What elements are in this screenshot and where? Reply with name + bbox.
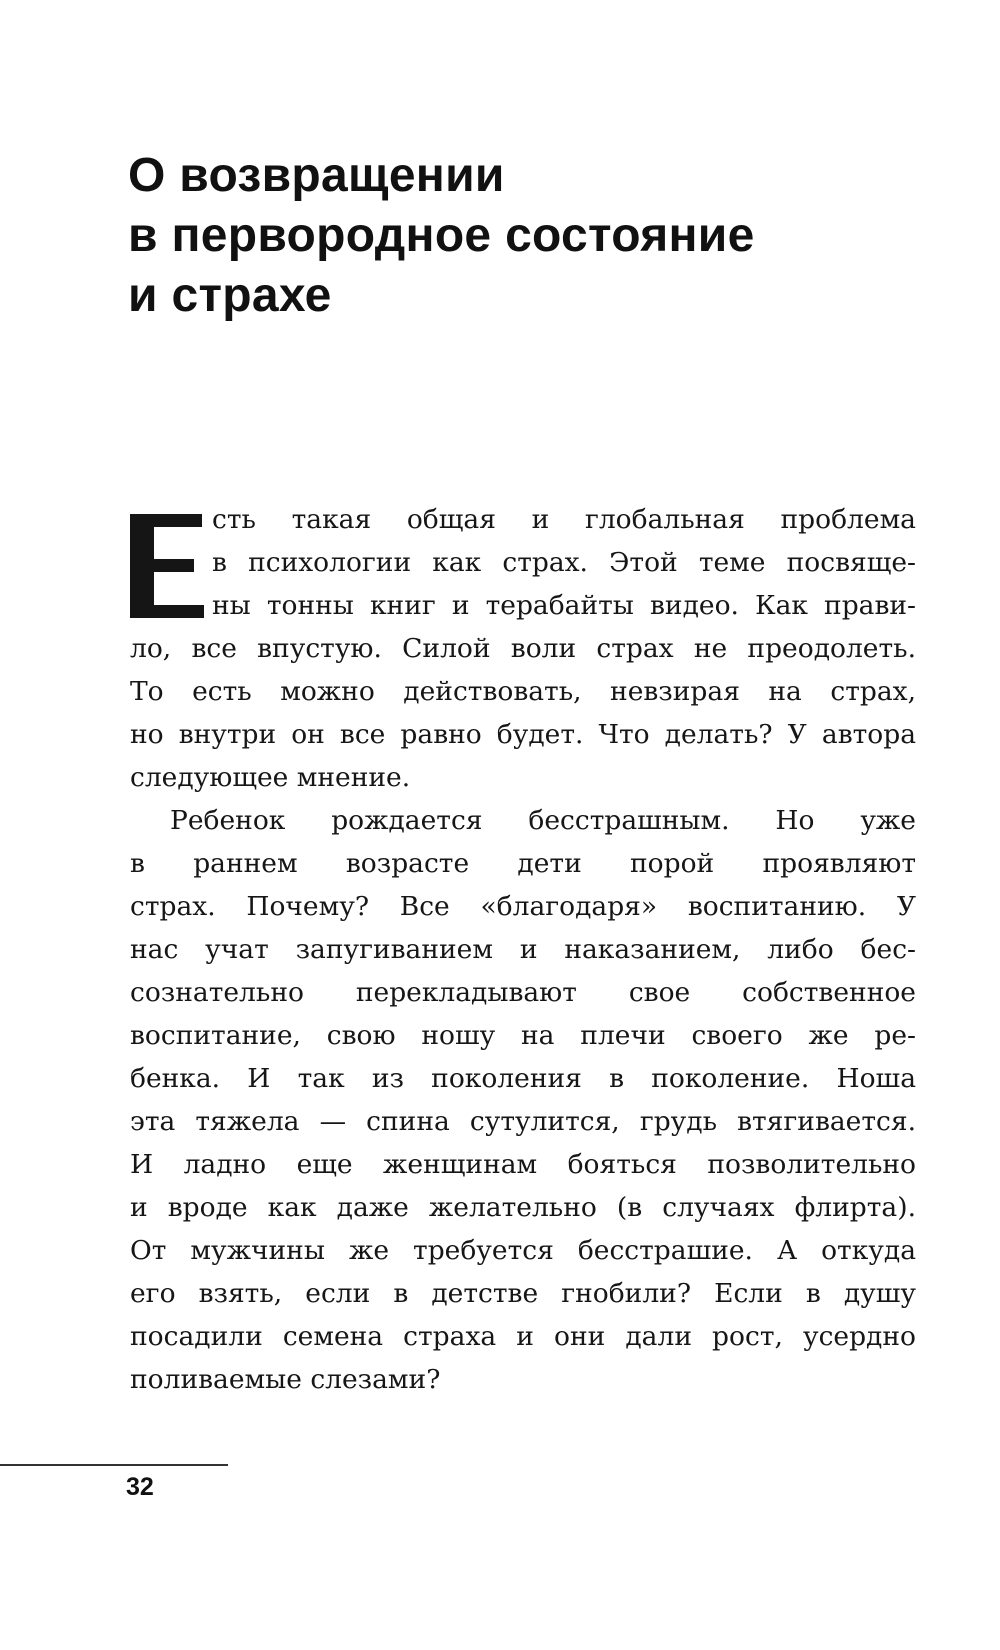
text-line: и вроде как даже желательно (в случаях флирта). bbox=[130, 1192, 916, 1223]
text-line: бенка. И так из поколения в поколение. Ноша bbox=[130, 1063, 916, 1094]
text-line: воспитание, свою ношу на плечи своего же ре- bbox=[130, 1020, 916, 1051]
chapter-title bbox=[128, 146, 948, 326]
page-number: 32 bbox=[126, 1473, 154, 1501]
text-line: И ладно еще женщинам бояться позволительно bbox=[130, 1149, 916, 1180]
text-line: Ребенок рождается бесстрашным. Но уже bbox=[170, 805, 916, 836]
paragraph-1 bbox=[130, 498, 916, 799]
text-line: То есть можно действовать, невзирая на страх, bbox=[130, 676, 916, 707]
text-line: его взять, если в детстве гнобили? Если в душу bbox=[130, 1278, 916, 1309]
text-line: ны тонны книг и терабайты видео. Как прави- bbox=[212, 590, 916, 621]
text-line: ло, все впустую. Силой воли страх не преодолеть. bbox=[130, 633, 916, 664]
body-text bbox=[130, 498, 916, 1401]
chapter-title-line: О возвращении bbox=[128, 149, 505, 202]
text-line: сознательно перекладывают свое собственное bbox=[130, 977, 916, 1008]
text-line: посадили семена страха и они дали рост, усердно bbox=[130, 1321, 916, 1352]
text-line: страх. Почему? Все «благодаря» воспитанию. У bbox=[130, 891, 916, 922]
text-line: нас учат запугиванием и наказанием, либо бес- bbox=[130, 934, 916, 965]
text-line: но внутри он все равно будет. Что делать? У автора bbox=[130, 719, 916, 750]
paragraph-2 bbox=[130, 799, 916, 1401]
text-line: поливаемые слезами? bbox=[130, 1364, 441, 1395]
text-line: От мужчины же требуется бесстрашие. А откуда bbox=[130, 1235, 916, 1266]
chapter-title-line: в первородное состояние bbox=[128, 209, 755, 262]
text-line: сть такая общая и глобальная проблема bbox=[212, 504, 916, 535]
text-line: в раннем возрасте дети порой проявляют bbox=[130, 848, 916, 879]
chapter-title-line: и страхе bbox=[128, 269, 332, 322]
text-line: эта тяжела — спина сутулится, грудь втягивается. bbox=[130, 1106, 916, 1137]
text-line: в психологии как страх. Этой теме посвяще- bbox=[212, 547, 916, 578]
footer-divider bbox=[0, 1464, 228, 1466]
text-line: следующее мнение. bbox=[130, 762, 411, 793]
